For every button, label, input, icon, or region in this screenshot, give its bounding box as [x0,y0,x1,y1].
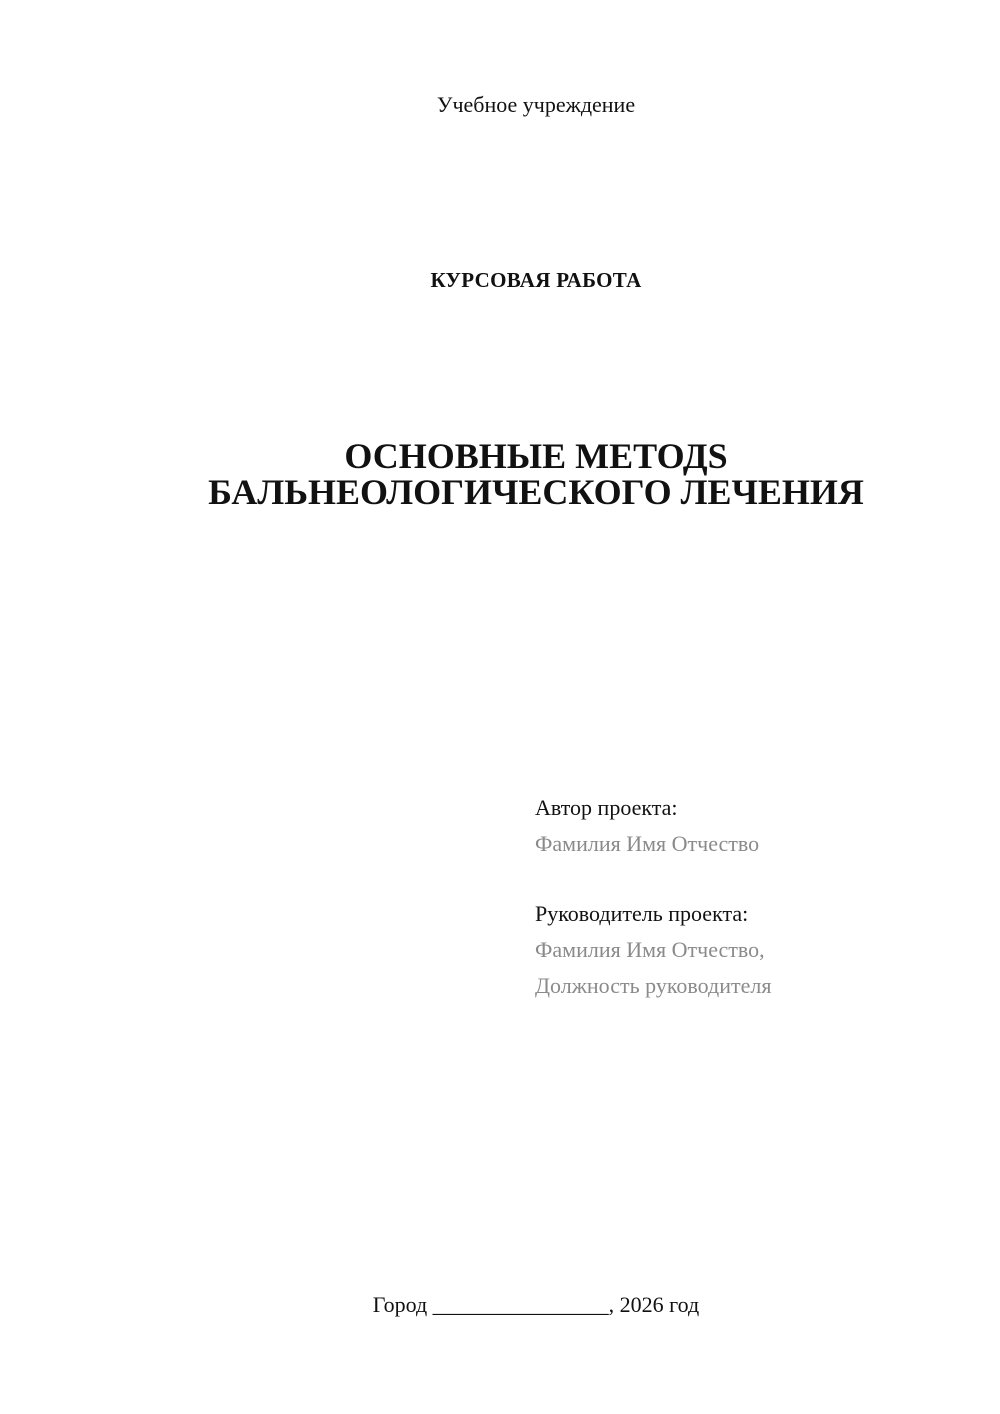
project-info [535,790,975,1004]
institution-name: Учебное учреждение [436,92,636,117]
author-label: Автор проекта: [535,795,678,820]
title-line-2: БАЛЬНЕОЛОГИЧЕСКОГО ЛЕЧЕНИЯ [208,472,864,512]
supervisor-position: Должность руководителя [535,973,772,998]
document-type: КУРСОВАЯ РАБОТА [430,268,642,292]
supervisor-label: Руководитель проекта: [535,901,749,926]
spacer [535,862,975,896]
city-year-line: Город ________________, 2026 год [372,1292,700,1317]
document-title [0,438,1000,510]
author-name: Фамилия Имя Отчество [535,831,760,856]
supervisor-name: Фамилия Имя Отчество, [535,937,765,962]
title-line-1: ОСНОВНЫЕ МЕТОДS [344,436,728,476]
